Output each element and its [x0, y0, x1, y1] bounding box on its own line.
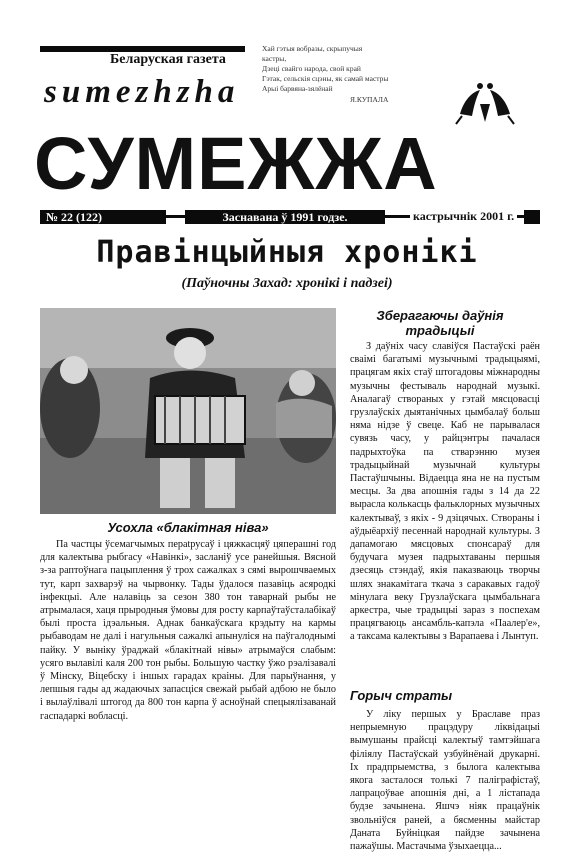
left-article-caption: Усохла «блакітная ніва» — [107, 520, 269, 535]
right-article-2-body — [350, 708, 540, 853]
issue-bar-end — [524, 210, 540, 224]
main-headline: Правінцыйныя хронікі — [96, 235, 478, 270]
article-photo — [40, 308, 336, 514]
left-article-body — [40, 538, 336, 796]
poem-line: кастры, — [262, 54, 287, 63]
article-paragraph: З даўніх часу славіўся Пастаўскі раён сваімі багатымі музычнымі традыцыямі, працягам якіх стаў штогадовы міжнародны музычны фестываль народнай музыкі. Аналагаў створаных у гэтай мясцовасці грузлаўскіх дыятанічных цымбалаў больш няма нідзе ў свеце. Каб не парывалася сувязь часу, у райцэнтры пачалася падрыхтоўка па стварэнню музея традыцыйнай музычнай культуры Пастаўшчыны. Відаецца яна не на пустым месцы. За два апошнія гады з 14 да 22 вырасла колькасць фальклорных музычных калектываў, з якіх - 9 дзіцячых. Створаны і аўдыёархіў песеннай народнай культуры. З дапамогаю мясцовых спонсараў для будучага музея падрыхтаваны першыя дзесяць стэндаў, якія паказваюць творчы шлях знакамітага ткача з саракавых гадоў мінулага веку Грузлаўскага цымбальнага аркестра, чые традыцыі зараз з поспехам працягваюць ансамбль-капэла «Паалер'е», а таксама калектывы з Варапаева і Лынтуп. — [350, 341, 540, 643]
poem-line: Арыі барвяна-зялёнай — [262, 84, 333, 93]
right-article-1-body — [350, 340, 540, 643]
poem-author: Я.КУПАЛА — [350, 95, 389, 104]
main-headline-subtitle: (Паўночны Захад: хронікі і падзеі) — [181, 276, 393, 291]
masthead-latin-title: sumezhzha — [44, 74, 240, 110]
poem-line: Дзеці свайго народа, свой край — [262, 64, 361, 73]
accordion-player-photo-icon — [40, 308, 336, 514]
right-article-1-caption: Зберагаючы даўнія традыцыі — [376, 308, 504, 338]
issue-founded: Заснавана ў 1991 годзе. — [222, 210, 348, 224]
article-paragraph: У ліку першых у Браславе праз непрыемную працэдуру ліквідацыі вымушаны прайсці калектыў тамтэйшага філіялу Пастаўскай узбуйнёнай друкарні. Іх прадпрыемства, з былога калектыва якога засталося толькі 7 паліграфістаў, лапрацоўвае апошнія дні, а 1 лістапада будзе зачынена. Яшчэ ніяк працаўнік звольніўся раней, а бясменны майстар Даната Буйніцкая пайдзе зачынена пажаўшы. Мастачыма ўзыхаецца... — [350, 709, 540, 853]
issue-number: № 22 (122) — [46, 210, 103, 224]
masthead-poem — [262, 44, 402, 94]
fish-emblem-icon — [450, 70, 520, 130]
poem-line: Гэтак, сельскія сцэны, як самай мастры — [262, 74, 389, 83]
issue-date: кастрычнік 2001 г. — [410, 209, 517, 223]
newspaper-title: СУМЕЖЖА — [34, 122, 438, 205]
issue-founded-block — [185, 210, 385, 224]
right-article-2-caption: Горыч страты — [350, 688, 453, 703]
article-paragraph: Па частцы ўсемагчымых пераtрусаў і цяжкасцяў цяперашні год для калектыва рыбгасу «Навінкі», засланіў усе ранейшыя. Вясной з-за раптоўнага пацыплення ў трох сажалках з сямі вырошчваемых тут, карп захварэў на чырвонку. Тады ўдалося пазавіць асяродкі інфекцыі. Але налавіць за сезон 380 тон таварнай рыбы не атрымалася, хаця прыродныя ўмовы для росту карпаўтаўсталабікаў былі проста ідэальныя. Аднак банкаўскага крэдыту на кармы рыбаводам не далі і нагульныя сажалкі апынуліся на паўгалоднымі пайку. У выніку ўраджай «блакітнай нівы» атрымаўся слабым: усяго вылавілі каля 200 тон рыбы. Большую частку ўжо рэалізавалі ў Мінску, Віцебску і іншых гарадах краіны. Для парыўнання, у лепшыя гады ад жадаючых запасціся свежай рыбай адбою не было і вылаўлівалі штогод да 800 тон карпа ў асноўнай спецыялізаванай гаспадаркі вобласці. — [40, 539, 336, 722]
masthead-subtitle: Беларуская газета — [110, 52, 226, 67]
poem-line: Хай гэтыя вобразы, скрыпучыя — [262, 44, 363, 53]
issue-number-block — [40, 210, 166, 224]
